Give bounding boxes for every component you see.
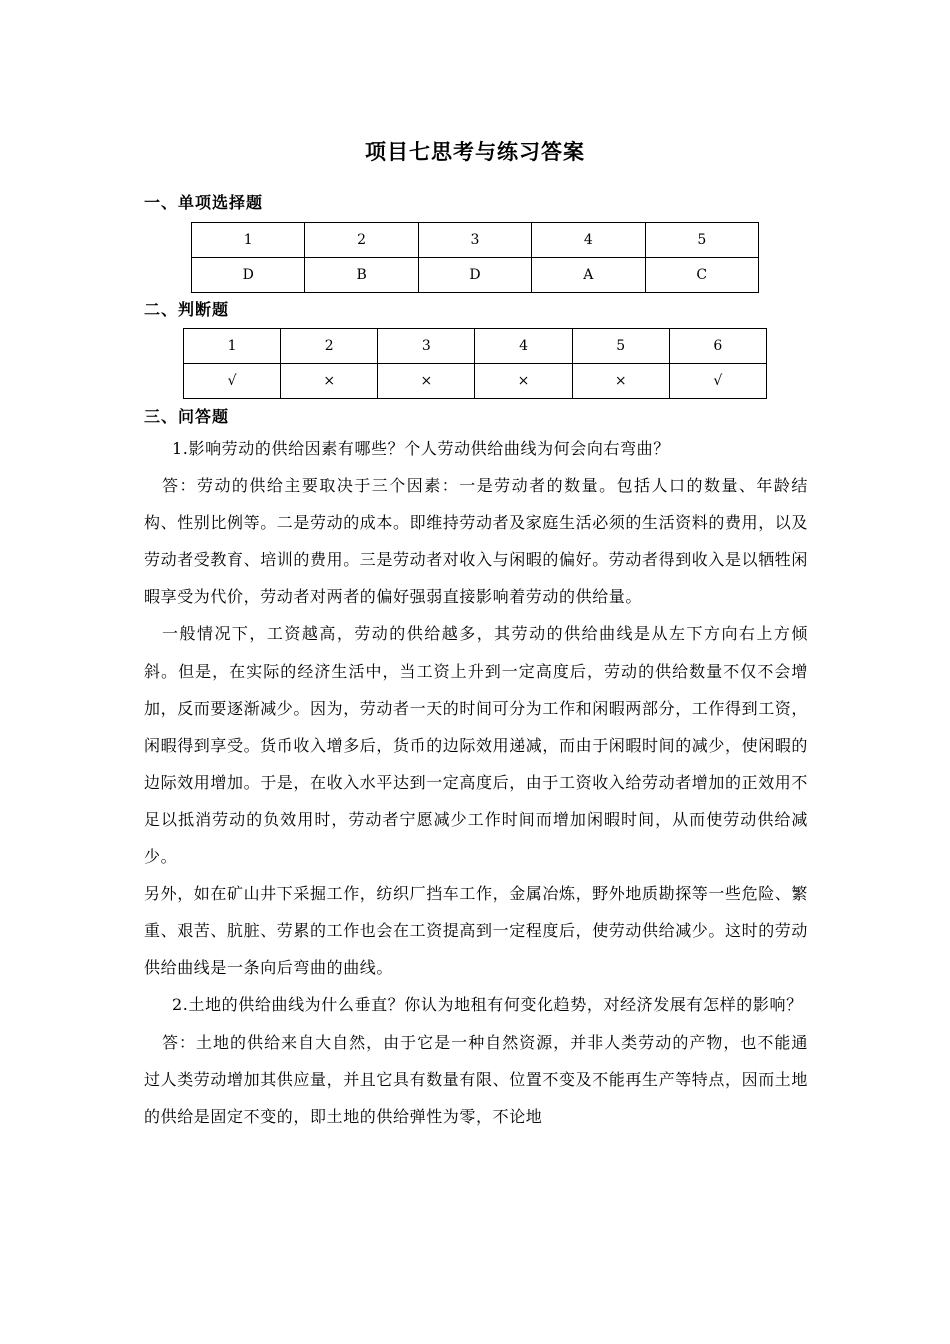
answer-cell: √ [184,364,281,399]
multiple-choice-answer-table [191,222,759,293]
table-row [184,329,767,364]
answer-1-paragraph: 答：劳动的供给主要取决于三个因素：一是劳动者的数量。包括人口的数量、年龄结构、性别比例等。二是劳动的成本。即维持劳动者及家庭生活必须的生活资料的费用，以及劳动者受教育、培训的费用。三是劳动者对收入与闲暇的偏好。劳动者得到收入是以牺牲闲暇享受为代价，劳动者对两者的偏好强弱直接影响着劳动的供给量。 [144,476,809,607]
answer-cell: √ [669,364,766,399]
answer-cell: × [475,364,572,399]
question-2: 2.土地的供给曲线为什么垂直？你认为地租有何变化趋势，对经济发展有怎样的影响？ [172,995,803,1015]
section-heading-short-answer: 三、问答题 [144,407,230,426]
question-number: 3 [418,223,531,258]
answer-cell: D [192,258,305,293]
question-number: 2 [305,223,418,258]
answer-cell: B [305,258,418,293]
question-number: 1 [192,223,305,258]
question-number: 4 [475,329,572,364]
answer-cell: × [378,364,475,399]
answer-cell: × [281,364,378,399]
section-heading-true-false: 二、判断题 [144,300,230,319]
answer-1-paragraph: 另外，如在矿山井下采掘工作，纺织厂挡车工作，金属冶炼，野外地质勘探等一些危险、繁重、艰苦、肮脏、劳累的工作也会在工资提高到一定程度后，使劳动供给减少。这时的劳动供给曲线是一条向后弯曲的曲线。 [144,884,809,978]
answer-2-paragraph: 答：土地的供给来自大自然，由于它是一种自然资源，并非人类劳动的产物，也不能通过人类劳动增加其供应量，并且它具有数量有限、位置不变及不能再生产等特点，因而土地的供给是固定不变的，即土地的供给弹性为零，不论地 [144,1032,809,1126]
question-number: 6 [669,329,766,364]
answer-cell: × [572,364,669,399]
section-heading-multiple-choice: 一、单项选择题 [144,193,264,212]
question-number: 4 [532,223,645,258]
question-number: 1 [184,329,281,364]
question-number: 5 [645,223,758,258]
answer-1-paragraph: 一般情况下，工资越高，劳动的供给越多，其劳动的供给曲线是从左下方向右上方倾斜。但是，在实际的经济生活中，当工资上升到一定高度后，劳动的供给数量不仅不会增加，反而要逐渐减少。因为，劳动者一天的时间可分为工作和闲暇两部分，工作得到工资，闲暇得到享受。货币收入增多后，货币的边际效用递减，而由于闲暇时间的减少，使闲暇的边际效用增加。于是，在收入水平达到一定高度后，由于工资收入给劳动者增加的正效用不足以抵消劳动的负效用时，劳动者宁愿减少工作时间而增加闲暇时间，从而使劳动供给减少。 [144,624,809,867]
answer-cell: D [418,258,531,293]
short-answer-body [144,430,808,1135]
answer-cell: C [645,258,758,293]
question-number: 2 [281,329,378,364]
table-row [192,223,759,258]
answer-cell: A [532,258,645,293]
question-number: 5 [572,329,669,364]
question-number: 3 [378,329,475,364]
true-false-answer-table [183,328,767,399]
page-title: 项目七思考与练习答案 [365,139,585,164]
question-1: 1.影响劳动的供给因素有哪些？个人劳动供给曲线为何会向右弯曲？ [172,439,670,458]
table-row [184,364,767,399]
table-row [192,258,759,293]
